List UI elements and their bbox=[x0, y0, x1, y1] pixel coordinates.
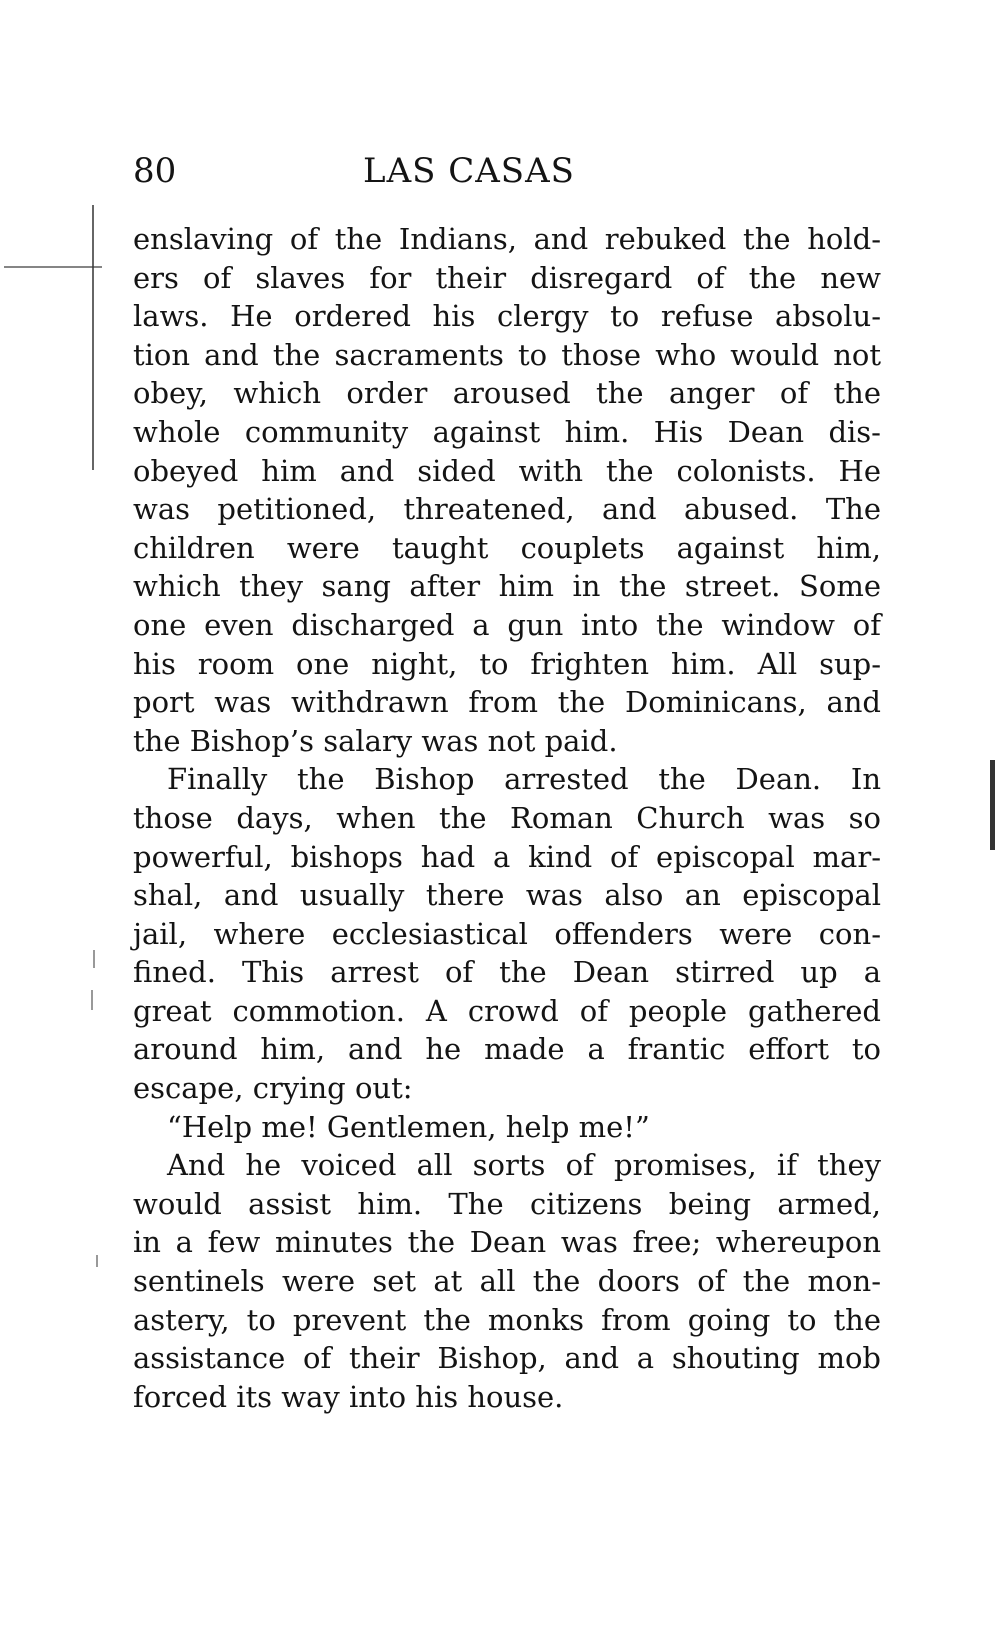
text-line: port was withdrawn from the Dominicans, and bbox=[133, 685, 881, 720]
text-line: in a few minutes the Dean was free; whereupon bbox=[133, 1225, 881, 1260]
text-line: escape, crying out: bbox=[133, 1071, 413, 1106]
text-line: those days, when the Roman Church was so bbox=[133, 800, 881, 835]
text-line: powerful, bishops had a kind of episcopal mar- bbox=[133, 839, 881, 874]
margin-horizontal-mark bbox=[4, 266, 102, 268]
page-number: 80 bbox=[133, 151, 177, 191]
text-line: shal, and usually there was also an episcopal bbox=[133, 878, 881, 913]
text-line: ers of slaves for their disregard of the new bbox=[133, 260, 881, 295]
text-line: fined. This arrest of the Dean stirred up a bbox=[133, 955, 881, 990]
text-line: the Bishop’s salary was not paid. bbox=[133, 723, 618, 758]
text-line: enslaving of the Indians, and rebuked the hold- bbox=[133, 222, 881, 256]
text-line: forced its way into his house. bbox=[133, 1379, 564, 1414]
page-header bbox=[133, 146, 693, 196]
running-title: LAS CASAS bbox=[363, 151, 575, 191]
text-line: Finally the Bishop arrested the Dean. In bbox=[167, 762, 881, 797]
text-line: would assist him. The citizens being armed, bbox=[133, 1186, 881, 1221]
text-line: great commotion. A crowd of people gathered bbox=[133, 993, 881, 1028]
text-line: one even discharged a gun into the window of bbox=[133, 607, 881, 642]
text-line: jail, where ecclesiastical offenders were con- bbox=[133, 916, 881, 951]
text-line: which they sang after him in the street. Some bbox=[133, 569, 881, 604]
text-line: obeyed him and sided with the colonists. He bbox=[133, 453, 881, 488]
margin-tick-2 bbox=[91, 990, 93, 1010]
text-line: And he voiced all sorts of promises, if they bbox=[167, 1148, 881, 1183]
margin-edge-bar bbox=[990, 760, 995, 850]
text-line: around him, and he made a frantic effort to bbox=[133, 1032, 881, 1067]
text-line: children were taught couplets against him, bbox=[133, 530, 881, 565]
text-line: assistance of their Bishop, and a shouting mob bbox=[133, 1341, 881, 1376]
margin-tick-1 bbox=[93, 950, 95, 968]
text-line: sentinels were set at all the doors of the mon- bbox=[133, 1264, 881, 1299]
text-line: tion and the sacraments to those who would not bbox=[133, 337, 881, 372]
text-line: his room one night, to frighten him. All sup- bbox=[133, 646, 881, 681]
margin-tick-3 bbox=[96, 1255, 98, 1267]
text-line: obey, which order aroused the anger of the bbox=[133, 376, 881, 411]
text-line: was petitioned, threatened, and abused. The bbox=[133, 492, 881, 527]
text-line: laws. He ordered his clergy to refuse absolu- bbox=[133, 299, 881, 334]
text-line: astery, to prevent the monks from going to the bbox=[133, 1302, 881, 1337]
text-line: whole community against him. His Dean dis- bbox=[133, 414, 881, 449]
text-line: “Help me! Gentlemen, help me!” bbox=[167, 1109, 650, 1144]
body-text bbox=[133, 220, 881, 1416]
margin-vertical-mark bbox=[92, 205, 94, 470]
